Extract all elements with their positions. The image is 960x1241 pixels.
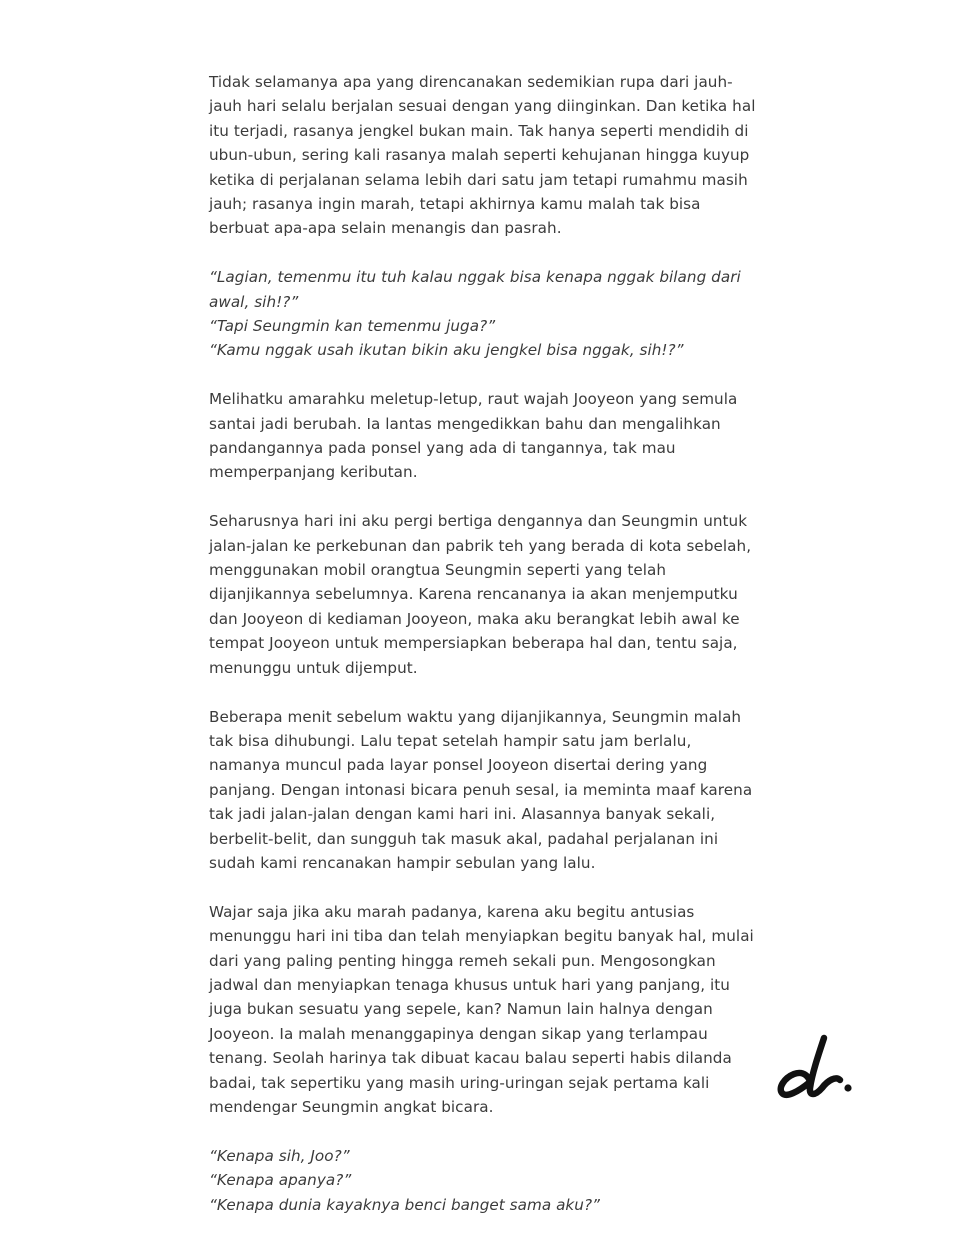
story-text xyxy=(209,70,757,1241)
paragraph-3: Seharusnya hari ini aku pergi bertiga dengannya dan Seungmin untuk jalan-jalan ke perkebunan dan pabrik teh yang berada di kota sebelah, menggunakan mobil orangtua Seungmin seperti yang telah dijanjikannya sebelumnya. Karena rencananya ia akan menjemputku dan Jooyeon di kediaman Jooyeon, maka aku berangkat lebih awal ke tempat Jooyeon untuk mempersiapkan beberapa hal dan, tentu saja, menunggu untuk dijemput. xyxy=(209,512,752,677)
dialogue-block-1 xyxy=(209,265,757,363)
signature-d-logo-icon xyxy=(772,1030,862,1110)
dialogue-line: “Kenapa sih, Joo?” xyxy=(209,1146,350,1165)
dialogue-line: “Kenapa apanya?” xyxy=(209,1171,352,1190)
signature-dot xyxy=(844,1084,851,1091)
dialogue-line: “Kamu nggak usah ikutan bikin aku jengkel bisa nggak, sih!?” xyxy=(209,341,684,360)
dialogue-block-2 xyxy=(209,1144,757,1217)
signature-d-svg xyxy=(772,1030,862,1110)
signature-d-stroke xyxy=(781,1038,840,1095)
dialogue-line: “Tapi Seungmin kan temenmu juga?” xyxy=(209,317,496,336)
paragraph-2: Melihatku amarahku meletup-letup, raut wajah Jooyeon yang semula santai jadi berubah. Ia lantas mengedikkan bahu dan mengalihkan pandangannya pada ponsel yang ada di tangannya, tak mau memperpanjang keributan. xyxy=(209,390,738,482)
dialogue-line: “Kenapa dunia kayaknya benci banget sama aku?” xyxy=(209,1195,600,1214)
paragraph-1: Tidak selamanya apa yang direncanakan sedemikian rupa dari jauh-jauh hari selalu berjalan sesuai dengan yang diinginkan. Dan ketika hal itu terjadi, rasanya jengkel bukan main. Tak hanya seperti mendidih di ubun-ubun, sering kali rasanya malah seperti kehujanan hingga kuyup ketika di perjalanan selama lebih dari satu jam tetapi rumahmu masih jauh; rasanya ingin marah, tetapi akhirnya kamu malah tak bisa berbuat apa-apa selain menangis dan pasrah. xyxy=(209,73,756,238)
paragraph-4: Beberapa menit sebelum waktu yang dijanjikannya, Seungmin malah tak bisa dihubungi. Lalu tepat setelah hampir satu jam berlalu, namanya muncul pada layar ponsel Jooyeon disertai dering yang panjang. Dengan intonasi bicara penuh sesal, ia meminta maaf karena tak jadi jalan-jalan dengan kami hari ini. Alasannya banyak sekali, berbelit-belit, dan sungguh tak masuk akal, padahal perjalanan ini sudah kami rencanakan hampir sebulan yang lalu. xyxy=(209,707,753,872)
paragraph-5: Wajar saja jika aku marah padanya, karena aku begitu antusias menunggu hari ini tiba dan telah menyiapkan begitu banyak hal, mulai dari yang paling penting hingga remeh sekali pun. Mengosongkan jadwal dan menyiapkan tenaga khusus untuk hari yang panjang, itu juga bukan sesuatu yang sepele, kan? Namun lain halnya dengan Jooyeon. Ia malah menanggapinya dengan sikap yang terlampau tenang. Seolah harinya tak dibuat kacau balau seperti habis dilanda badai, tak sepertiku yang masih uring-uringan sejak pertama kali mendengar Seungmin angkat bicara. xyxy=(209,902,754,1116)
dialogue-line: “Lagian, temenmu itu tuh kalau nggak bisa kenapa nggak bilang dari awal, sih!?” xyxy=(209,268,741,311)
